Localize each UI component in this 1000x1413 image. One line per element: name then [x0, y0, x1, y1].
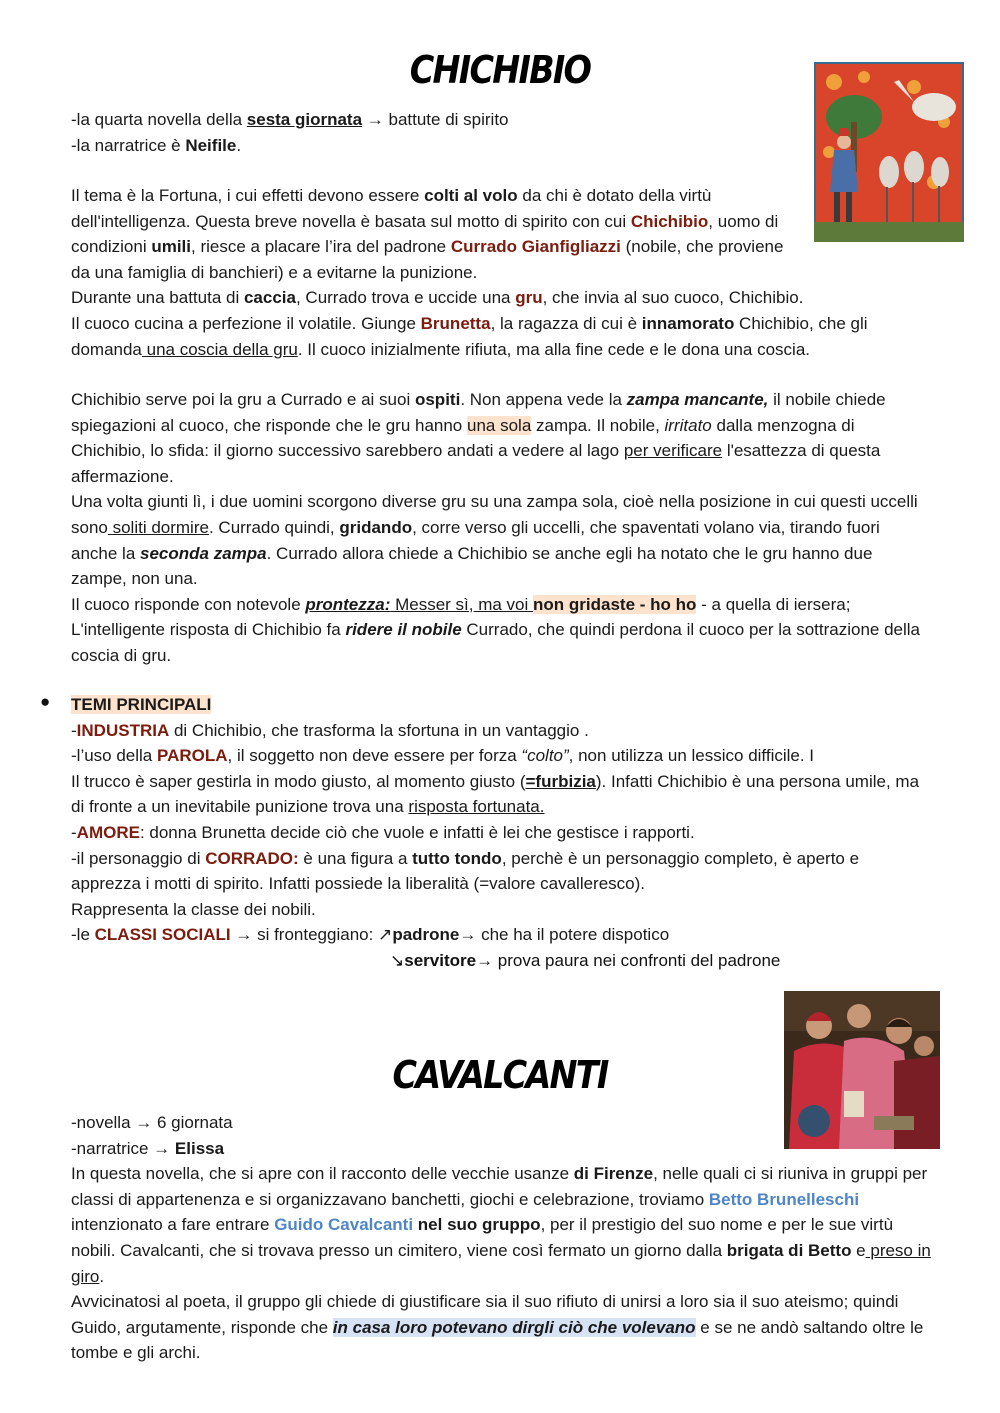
chichibio-paragraph-2: Chichibio serve poi la gru a Currado e ai suoi ospiti. Non appena vede la zampa mancante, il nobile chiede spiegazioni al cuoco, che risponde che le gru hanno una sola zampa. Il nobile, irritato dalla menzogna di Chichibio, lo sfida: il giorno successivo sarebbero andati a vedere al lago per verificare l'esattezza di questa affermazione. Una volta giunti lì, i due uomini scorgono diverse gru su una zampa sola, cioè nella posizione in cui questi uccelli sono soliti dormire. Currado quindi, gridando, corre verso gli uccelli, che spaventati volano via, tirando fuori anche la seconda zampa. Currado allora chiede a Chichibio se anche egli ha notato che le gru hanno due zampe, non una. Il cuoco risponde con notevole prontezza: Messer sì, ma voi non gridaste - ho ho - a quella di iersera; L'intelligente risposta di Chichibio fa ridere il nobile Currado, che quindi perdona il cuoco per la sottrazione della coscia di gru. [71, 390, 921, 665]
themes-heading: TEMI PRINCIPALI [71, 695, 212, 714]
section-title-chichibio: CHICHIBIO [409, 48, 591, 92]
chichibio-intro [71, 107, 831, 158]
chichibio-paragraph-1: Il tema è la Fortuna, i cui effetti devono essere colti al volo da chi è dotato della virtù dell'intelligenza. Questa breve novella è basata sul motto di spirito con cui Chichibio, uomo di condizioni umili, riesce a placare l’ira del padrone Currado Gianfigliazzi (nobile, che proviene da una famiglia di banchieri) e a evitarne la punizione. Durante una battuta di caccia, Currado trova e uccide una gru, che invia al suo cuoco, Chichibio. Il cuoco cucina a perfezione il volatile. Giunge Brunetta, la ragazza di cui è innamorato Chichibio, che gli domanda una coscia della gru. Il cuoco inizialmente rifiuta, ma alla fine cede e le dona una coscia. [71, 186, 868, 359]
section-title-cavalcanti: CAVALCANTI [392, 1053, 608, 1097]
bullet-icon: ● [40, 692, 51, 711]
intro-line-1: -la quarta novella della sesta giornata → battute di spirito [71, 110, 509, 129]
themes-section: TEMI PRINCIPALI -INDUSTRIA di Chichibio, che trasforma la sfortuna in un vantaggio . -l’uso della PAROLA, il soggetto non deve essere per forza “colto”, non utilizza un lessico difficile. I Il trucco è saper gestirla in modo giusto, al momento giusto (=furbizia). Infatti Chichibio è una persona umile, ma di fronte a un inevitabile punizione trova una risposta fortunata. -AMORE: donna Brunetta decide ciò che vuole e infatti è lei che gestisce i rapporti. -il personaggio di CORRADO: è una figura a tutto tondo, perchè è un personaggio completo, è aperto e apprezza i motti di spirito. Infatti possiede la liberalità (=valore cavalleresco). Rappresenta la classe dei nobili. -le CLASSI SOCIALI → si fronteggiano: ↗padrone→ che ha il potere dispotico [71, 695, 920, 945]
servitore-line: ↘servitore→ prova paura nei confronti del padrone [390, 951, 781, 970]
intro-line-2: -la narratrice è Neifile. [71, 135, 242, 155]
cavalcanti-text: -novella → 6 giornata -narratrice → Elissa In questa novella, che si apre con il racconto delle vecchie usanze di Firenze, nelle quali ci si riuniva in gruppi per classi di appartenenza e si organizzavano banchetti, giochi e celebrazione, troviamo Betto Brunelleschi intenzionato a fare entrare Guido Cavalcanti nel suo gruppo, per il prestigio del suo nome e per le sue virtù nobili. Cavalcanti, che si trovava presso un cimitero, viene così fermato un giorno dalla brigata di Betto e preso in giro. Avvicinatosi al poeta, il gruppo gli chiede di giustificare sia il suo rifiuto di unirsi a loro sia il suo ateismo; quindi Guido, argutamente, risponde che in casa loro potevano dirgli ciò che volevano e se ne andò saltando oltre le tombe e gli archi. [71, 1113, 931, 1363]
